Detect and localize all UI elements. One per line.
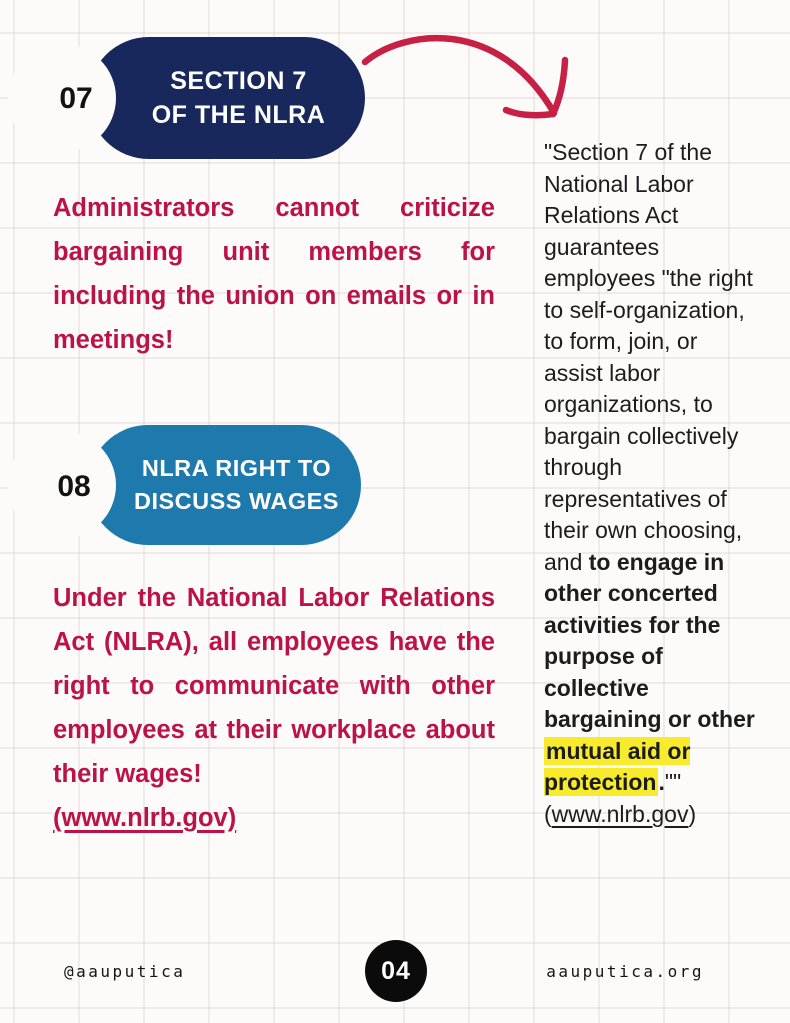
curved-arrow-icon xyxy=(348,22,588,136)
page-number-badge xyxy=(365,940,427,1002)
item08-body-text xyxy=(53,576,495,840)
nlrb-link[interactable]: (www.nlrb.gov) xyxy=(53,804,237,832)
badge-label-line1: NLRA RIGHT TO xyxy=(141,455,332,481)
paren-open: ( xyxy=(544,800,552,827)
quote-closing-quotes: "" xyxy=(664,769,682,795)
nlrb-link-quote[interactable]: www.nlrb.gov xyxy=(551,800,689,827)
page-number: 04 xyxy=(381,956,411,985)
quote-bold-segment: to engage in other concerted activities for the purpose of collective bargaining or other xyxy=(544,548,755,732)
quote-source xyxy=(544,799,756,831)
badge-label-line2: DISCUSS WAGES xyxy=(134,488,339,514)
badge-label-line2: OF THE NLRA xyxy=(151,101,326,129)
paren-close: ) xyxy=(688,800,697,827)
badge-nlra-right-to-discuss-wages xyxy=(88,425,361,545)
quote-normal-segment: "Section 7 of the National Labor Relations Act guarantees employees "the right to self-organization, to form, join, or assist labor organizations, to bargain collectively through representatives of their own choosing, and xyxy=(544,139,753,575)
website-url: aauputica.org xyxy=(546,962,704,981)
item08-body: Under the National Labor Relations Act (NLRA), all employees have the right to communicate with other employees at their workplace about their wages! xyxy=(53,584,495,788)
item-number-07: 07 xyxy=(59,82,93,115)
section7-quote-text xyxy=(544,137,756,830)
item-number-08: 08 xyxy=(57,470,91,503)
quote-highlighted-segment: mutual aid or protection xyxy=(544,737,691,795)
badge-section-7-of-the-nlra xyxy=(88,37,365,159)
quote-period: . xyxy=(658,769,665,795)
item07-body-text: Administrators cannot criticize bargaining unit members for including the union on emails or in meetings! xyxy=(53,194,495,354)
badge-label-line1: SECTION 7 xyxy=(170,67,307,95)
social-handle: @aauputica xyxy=(64,962,186,981)
